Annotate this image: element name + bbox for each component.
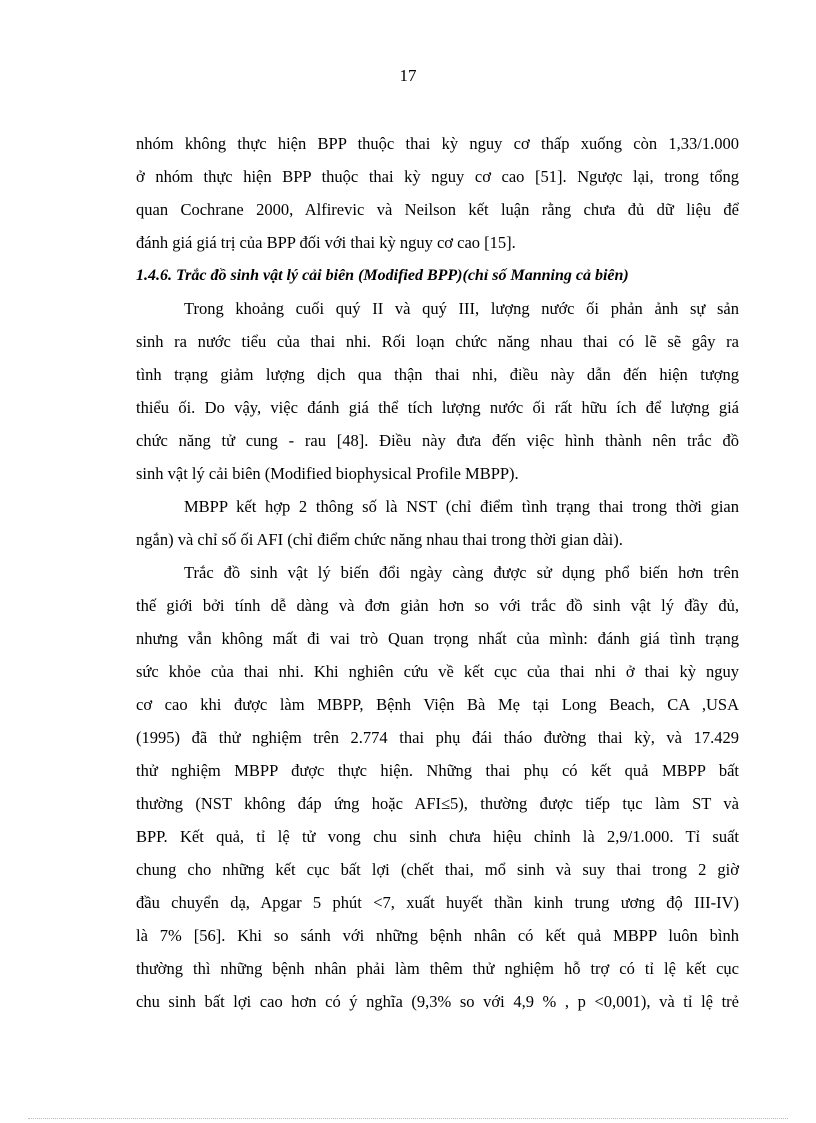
page-bottom-divider [28, 1118, 788, 1119]
text-line: tình trạng giảm lượng dịch qua thận thai nhi, điều này dẫn đến hiện tượng [136, 365, 739, 384]
text-line: nhưng vẫn không mất đi vai trò Quan trọng nhất của mình: đánh giá tình trạng [136, 629, 739, 648]
text-line: MBPP kết hợp 2 thông số là NST (chỉ điểm tình trạng thai trong thời gian [184, 497, 739, 516]
text-line: nhóm không thực hiện BPP thuộc thai kỳ nguy cơ thấp xuống còn 1,33/1.000 [136, 134, 739, 153]
section-heading: 1.4.6. Trắc đồ sinh vật lý cải biên (Modified BPP)(chỉ số Manning cả biên) [136, 267, 629, 284]
text-line: sức khỏe của thai nhi. Khi nghiên cứu về kết cục của thai nhi ở thai kỳ nguy [136, 662, 739, 681]
text-line: cơ cao khi được làm MBPP, Bệnh Viện Bà Mẹ tại Long Beach, CA ,USA [136, 695, 739, 714]
text-line: thử nghiệm MBPP được thực hiện. Những thai phụ có kết quả MBPP bất [136, 761, 739, 780]
text-line: thường (NST không đáp ứng hoặc AFI≤5), thường được tiếp tục làm ST và [136, 794, 739, 813]
text-line: chu sinh bất lợi cao hơn có ý nghĩa (9,3% so với 4,9 % , p <0,001), và tỉ lệ trẻ [136, 992, 739, 1011]
text-line: thế giới bởi tính dễ dàng và đơn giản hơn so với trắc đồ sinh vật lý đầy đủ, [136, 596, 739, 615]
text-line: ở nhóm thực hiện BPP thuộc thai kỳ nguy cơ cao [51]. Ngược lại, trong tổng [136, 167, 739, 186]
page-number: 17 [399, 66, 417, 85]
text-line: (1995) đã thử nghiệm trên 2.774 thai phụ đái tháo đường thai kỳ, và 17.429 [136, 728, 739, 747]
text-line: Trắc đồ sinh vật lý biến đổi ngày càng được sử dụng phổ biến hơn trên [184, 563, 739, 582]
text-line: sinh vật lý cải biên (Modified biophysical Profile MBPP). [136, 464, 519, 483]
text-line: thường thì những bệnh nhân phải làm thêm thử nghiệm hỗ trợ có tỉ lệ kết cục [136, 959, 739, 978]
text-line: đánh giá giá trị của BPP đối với thai kỳ nguy cơ cao [15]. [136, 233, 516, 252]
text-line: là 7% [56]. Khi so sánh với những bệnh nhân có kết quả MBPP luôn bình [136, 926, 739, 945]
text-line: chức năng tử cung - rau [48]. Điều này đưa đến việc hình thành nên trắc đồ [136, 431, 739, 450]
text-line: sinh ra nước tiểu của thai nhi. Rối loạn chức năng nhau thai có lẽ sẽ gây ra [136, 332, 739, 351]
text-line: quan Cochrane 2000, Alfirevic và Neilson kết luận rằng chưa đủ dữ liệu để [136, 200, 739, 219]
text-line: chung cho những kết cục bất lợi (chết thai, mổ sinh và suy thai trong 2 giờ [136, 860, 739, 879]
body-text [136, 127, 739, 1018]
text-line: thiểu ối. Do vậy, việc đánh giá thể tích lượng nước ối rất hữu ích để lượng giá [136, 398, 739, 417]
text-line: ngắn) và chỉ số ối AFI (chỉ điểm chức năng nhau thai trong thời gian dài). [136, 530, 623, 549]
text-line: Trong khoảng cuối quý II và quý III, lượng nước ối phản ảnh sự sản [184, 299, 739, 318]
text-line: đầu chuyển dạ, Apgar 5 phút <7, xuất huyết thần kinh trung ương độ III-IV) [136, 893, 739, 912]
text-line: BPP. Kết quả, tỉ lệ tử vong chu sinh chưa hiệu chỉnh là 2,9/1.000. Tỉ suất [136, 827, 739, 846]
